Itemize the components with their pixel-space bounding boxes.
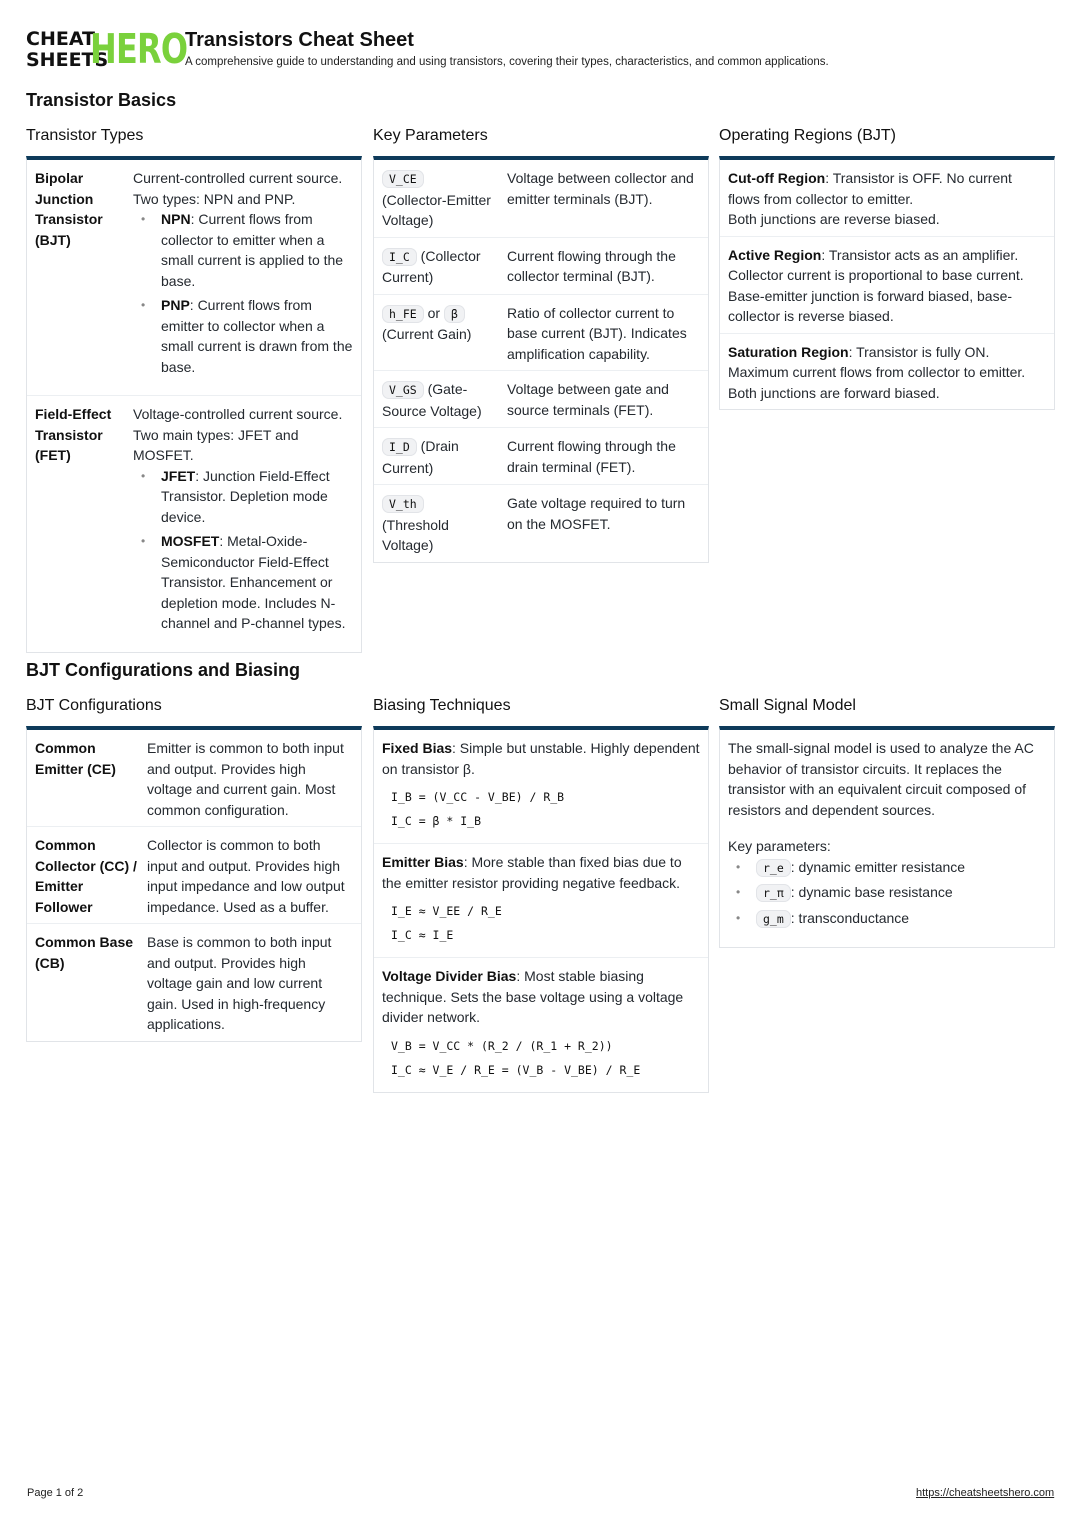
table-row [374, 295, 708, 372]
fet-list [133, 466, 353, 634]
key-params-label: Key parameters: [728, 838, 831, 854]
hfe-key [382, 303, 507, 365]
active-text: : Transistor acts as an amplifier. Collector current is proportional to base current. Base-emitter junction is forward biased, base-collector is reverse biased. [728, 246, 1024, 324]
bjt-configurations-column [26, 696, 362, 1042]
hfe-desc: Ratio of collector current to base current (BJT). Indicates amplification capability. [507, 304, 687, 362]
jfet-bold: JFET [161, 467, 196, 484]
bjt-value [133, 168, 353, 381]
table-row [27, 396, 361, 652]
key-parameters-column [373, 126, 709, 563]
bjt-desc: Current-controlled current source. Two types: NPN and PNP. [133, 170, 343, 207]
bjt-key: Bipolar Junction Transistor (BJT) [35, 170, 103, 248]
ic-key [382, 246, 507, 288]
operating-regions-card [719, 156, 1055, 410]
fet-value [133, 404, 353, 638]
vce-desc: Voltage between collector and emitter terminals (BJT). [507, 170, 694, 207]
mosfet-bold: MOSFET [161, 533, 220, 549]
hfe-label: (Current Gain) [382, 326, 472, 342]
table-row [720, 334, 1054, 410]
fixed-bias-equations [382, 779, 700, 837]
cc-key: Common Collector (CC) / Emitter Follower [35, 837, 137, 915]
emit-eq2: I_C ≈ I_E [391, 928, 454, 942]
bjt-configurations-heading: BJT Configurations [26, 697, 162, 714]
saturation-bold: Saturation Region [728, 343, 849, 360]
biasing-techniques-column [373, 696, 709, 1093]
fet-key: Field-Effect Transistor (FET) [35, 406, 112, 463]
table-row [27, 160, 361, 396]
table-row [27, 730, 361, 827]
beta-code: β [444, 305, 465, 323]
table-row [374, 428, 708, 485]
small-signal-intro: The small-signal model is used to analyze the AC behavior of transistor circuits. It replaces the transistor with an equivalent circuit composed of resistors and dependent sources. [728, 740, 1034, 818]
page-subtitle: A comprehensive guide to understanding and using transistors, covering their types, characteristics, and common applications. [185, 56, 829, 68]
list-item [133, 531, 353, 634]
npn-bold: NPN [161, 211, 191, 227]
table-row [374, 485, 708, 562]
ic-code: I_C [382, 248, 417, 266]
operating-regions-heading: Operating Regions (BJT) [719, 127, 896, 144]
small-signal-heading: Small Signal Model [719, 697, 856, 714]
vth-code: V_th [382, 495, 424, 513]
table-row [27, 924, 361, 1041]
bjt-list [133, 209, 353, 377]
list-item [728, 857, 1046, 879]
pnp-bold: PNP [161, 297, 190, 313]
voltage-divider-bold: Voltage Divider Bias [382, 968, 517, 984]
hfe-or: or [427, 304, 441, 321]
ce-key: Common Emitter (CE) [35, 740, 116, 777]
page-title: Transistors Cheat Sheet [185, 29, 414, 51]
fixed-eq2: I_C = β * I_B [391, 814, 482, 828]
key-parameters-card [373, 156, 709, 563]
ic-desc: Current flowing through the collector terminal (BJT). [507, 247, 676, 284]
table-row [720, 237, 1054, 334]
small-signal-card [719, 726, 1055, 948]
id-desc: Current flowing through the drain terminal (FET). [507, 438, 676, 475]
pnp-text: : Current flows from emitter to collector when a small current is drawn from the base. [161, 297, 353, 375]
table-row [374, 160, 708, 238]
rpi-code: r_π [756, 884, 791, 902]
table-row [374, 844, 708, 958]
fixed-bias-bold: Fixed Bias [382, 740, 453, 756]
cb-key: Common Base (CB) [35, 934, 134, 971]
small-signal-list [728, 857, 1046, 930]
ce-desc: Emitter is common to both input and output. Provides high voltage and current gain. Most common configuration. [147, 740, 344, 818]
biasing-techniques-heading: Biasing Techniques [373, 697, 511, 714]
vgs-key [382, 379, 507, 421]
jfet-text: : Junction Field-Effect Transistor. Depletion mode device. [161, 467, 330, 525]
vce-key [382, 168, 507, 231]
logo-line2: SHEETS [26, 49, 109, 71]
saturation-text: : Transistor is fully ON. Maximum current flows from collector to emitter. Both junctions are forward biased. [728, 343, 1026, 401]
table-row [374, 238, 708, 295]
table-row [374, 730, 708, 844]
emit-eq1: I_E ≈ V_EE / R_E [391, 904, 502, 918]
fixed-bias-text: : Simple but unstable. Highly dependent on transistor β. [382, 740, 700, 777]
id-code: I_D [382, 438, 417, 456]
gm-text: : transconductance [790, 909, 910, 926]
table-row [720, 160, 1054, 237]
transistor-types-card [26, 156, 362, 653]
logo-line1: CHEAT [26, 28, 96, 50]
list-item [133, 466, 353, 528]
gm-code: g_m [756, 910, 791, 928]
cutoff-text: : Transistor is OFF. No current flows from collector to emitter. [728, 170, 1012, 207]
id-key [382, 436, 507, 478]
operating-regions-column [719, 126, 1055, 410]
vgs-desc: Voltage between gate and source terminals (FET). [507, 381, 669, 418]
section-title-bjt: BJT Configurations and Biasing [26, 660, 301, 680]
table-row [374, 958, 708, 1092]
table-row [27, 827, 361, 924]
re-text: : dynamic emitter resistance [790, 858, 966, 875]
list-item [728, 908, 1046, 930]
emitter-bias-text: : More stable than fixed bias due to the emitter resistor providing negative feedback. [382, 854, 682, 891]
voltage-divider-equations [382, 1028, 700, 1086]
vd-eq2: I_C ≈ V_E / R_E = (V_B - V_BE) / R_E [391, 1062, 641, 1077]
cb-desc: Base is common to both input and output. Provides high voltage gain and low current gain. Used in high-frequency applications. [147, 934, 332, 1032]
site-link[interactable]: https://cheatsheetshero.com [916, 1487, 1055, 1499]
logo-hero: HERO [90, 25, 188, 73]
mosfet-text: : Metal-Oxide-Semiconductor Field-Effect Transistor. Enhancement or depletion mode. Includes N-channel and P-channel types. [161, 533, 346, 631]
transistor-types-heading: Transistor Types [26, 127, 144, 144]
page-number: Page 1 of 2 [27, 1487, 84, 1499]
table-row [720, 730, 1054, 947]
id-label: (Drain Current) [382, 438, 459, 476]
ic-label: (Collector Current) [382, 247, 481, 285]
vth-desc: Gate voltage required to turn on the MOSFET. [507, 495, 686, 532]
key-parameters-heading: Key Parameters [373, 127, 488, 144]
list-item [728, 882, 1046, 904]
cc-desc: Collector is common to both input and output. Provides high input impedance and low output impedance. Used as a buffer. [147, 837, 345, 915]
voltage-divider-text: : Most stable biasing technique. Sets the base voltage using a voltage divider network. [382, 968, 684, 1025]
hfe-code: h_FE [382, 305, 424, 323]
vgs-code: V_GS [382, 381, 424, 399]
cutoff-bold: Cut-off Region [728, 170, 826, 186]
vth-key [382, 493, 507, 556]
emitter-bias-equations [382, 893, 700, 951]
emitter-bias-bold: Emitter Bias [382, 854, 464, 870]
re-code: r_e [756, 859, 791, 877]
table-row [374, 371, 708, 428]
fixed-eq1: I_B = (V_CC - V_BE) / R_B [391, 790, 565, 804]
active-bold: Active Region [728, 246, 822, 263]
small-signal-column [719, 696, 1055, 948]
biasing-techniques-card [373, 726, 709, 1093]
section-title-basics: Transistor Basics [26, 90, 177, 110]
bjt-configurations-card [26, 726, 362, 1042]
vgs-label: (Gate-Source Voltage) [382, 381, 482, 419]
logo [26, 25, 188, 73]
npn-text: : Current flows from collector to emitter when a small current is applied to the base. [161, 211, 344, 289]
vce-label: (Collector-Emitter Voltage) [382, 191, 491, 228]
list-item [133, 295, 353, 377]
vce-code: V_CE [382, 170, 424, 188]
cutoff-text2: Both junctions are reverse biased. [728, 211, 940, 227]
fet-desc: Voltage-controlled current source. Two main types: JFET and MOSFET. [133, 406, 343, 463]
list-item [133, 209, 353, 291]
vth-label: (Threshold Voltage) [382, 516, 449, 553]
vd-eq1: V_B = V_CC * (R_2 / (R_1 + R_2)) [391, 1038, 613, 1053]
transistor-types-column [26, 126, 362, 653]
rpi-text: : dynamic base resistance [790, 884, 953, 900]
